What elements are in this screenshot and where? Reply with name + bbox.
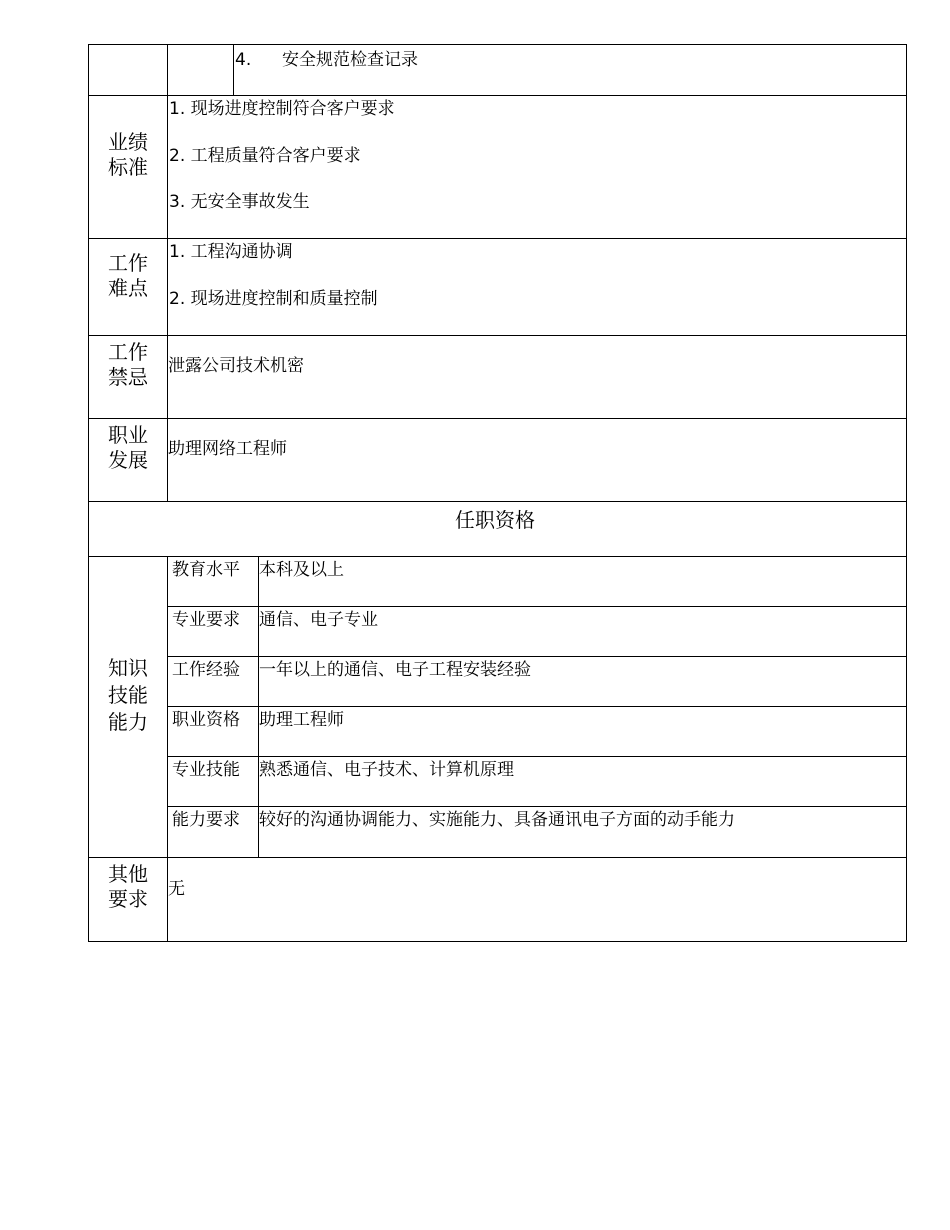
knowledge-row-value: 熟悉通信、电子技术、计算机原理 (258, 756, 907, 807)
knowledge-row-value: 较好的沟通协调能力、实施能力、具备通讯电子方面的动手能力 (258, 806, 907, 858)
difficulty-content-cell (167, 238, 907, 336)
knowledge-row-value: 一年以上的通信、电子工程安装经验 (258, 656, 907, 707)
other-content-cell (167, 857, 907, 942)
difficulty-item: 1. 工程沟通协调 (169, 242, 293, 262)
other-label: 其他要求 (108, 862, 148, 911)
career-label: 职业发展 (108, 423, 148, 472)
top-row-text: 安全规范检查记录 (282, 50, 418, 70)
knowledge-row-name: 专业技能 (167, 756, 259, 807)
taboo-text: 泄露公司技术机密 (168, 356, 304, 376)
other-label-cell (88, 857, 168, 942)
performance-item: 2. 工程质量符合客户要求 (169, 146, 361, 166)
performance-label: 业绩标准 (108, 130, 148, 179)
knowledge-row-name: 专业要求 (167, 606, 259, 657)
knowledge-row-value: 助理工程师 (258, 706, 907, 757)
taboo-label-cell (88, 335, 168, 419)
taboo-content-cell (167, 335, 907, 419)
top-row-number: 4. (235, 50, 252, 70)
knowledge-row-name: 职业资格 (167, 706, 259, 757)
knowledge-label: 知识技能能力 (108, 656, 148, 734)
career-label-cell (88, 418, 168, 502)
top-row-index-cell (167, 44, 234, 96)
knowledge-row-value: 通信、电子专业 (258, 606, 907, 657)
top-row-content-cell (233, 44, 907, 96)
qualification-title-cell (88, 501, 907, 557)
performance-item: 1. 现场进度控制符合客户要求 (169, 99, 395, 119)
career-text: 助理网络工程师 (168, 439, 287, 459)
taboo-label: 工作禁忌 (108, 340, 148, 389)
performance-item: 3. 无安全事故发生 (169, 192, 310, 212)
difficulty-label-cell (88, 238, 168, 336)
difficulty-item: 2. 现场进度控制和质量控制 (169, 289, 378, 309)
difficulty-label: 工作难点 (108, 251, 148, 300)
knowledge-row-name: 能力要求 (167, 806, 259, 858)
knowledge-row-name: 教育水平 (167, 556, 259, 607)
knowledge-row-name: 工作经验 (167, 656, 259, 707)
performance-content-cell (167, 95, 907, 239)
qualification-title: 任职资格 (455, 508, 535, 532)
knowledge-label-cell (88, 556, 168, 858)
other-text: 无 (168, 879, 185, 899)
career-content-cell (167, 418, 907, 502)
top-row-left-cell (88, 44, 168, 96)
performance-label-cell (88, 95, 168, 239)
knowledge-row-value: 本科及以上 (258, 556, 907, 607)
